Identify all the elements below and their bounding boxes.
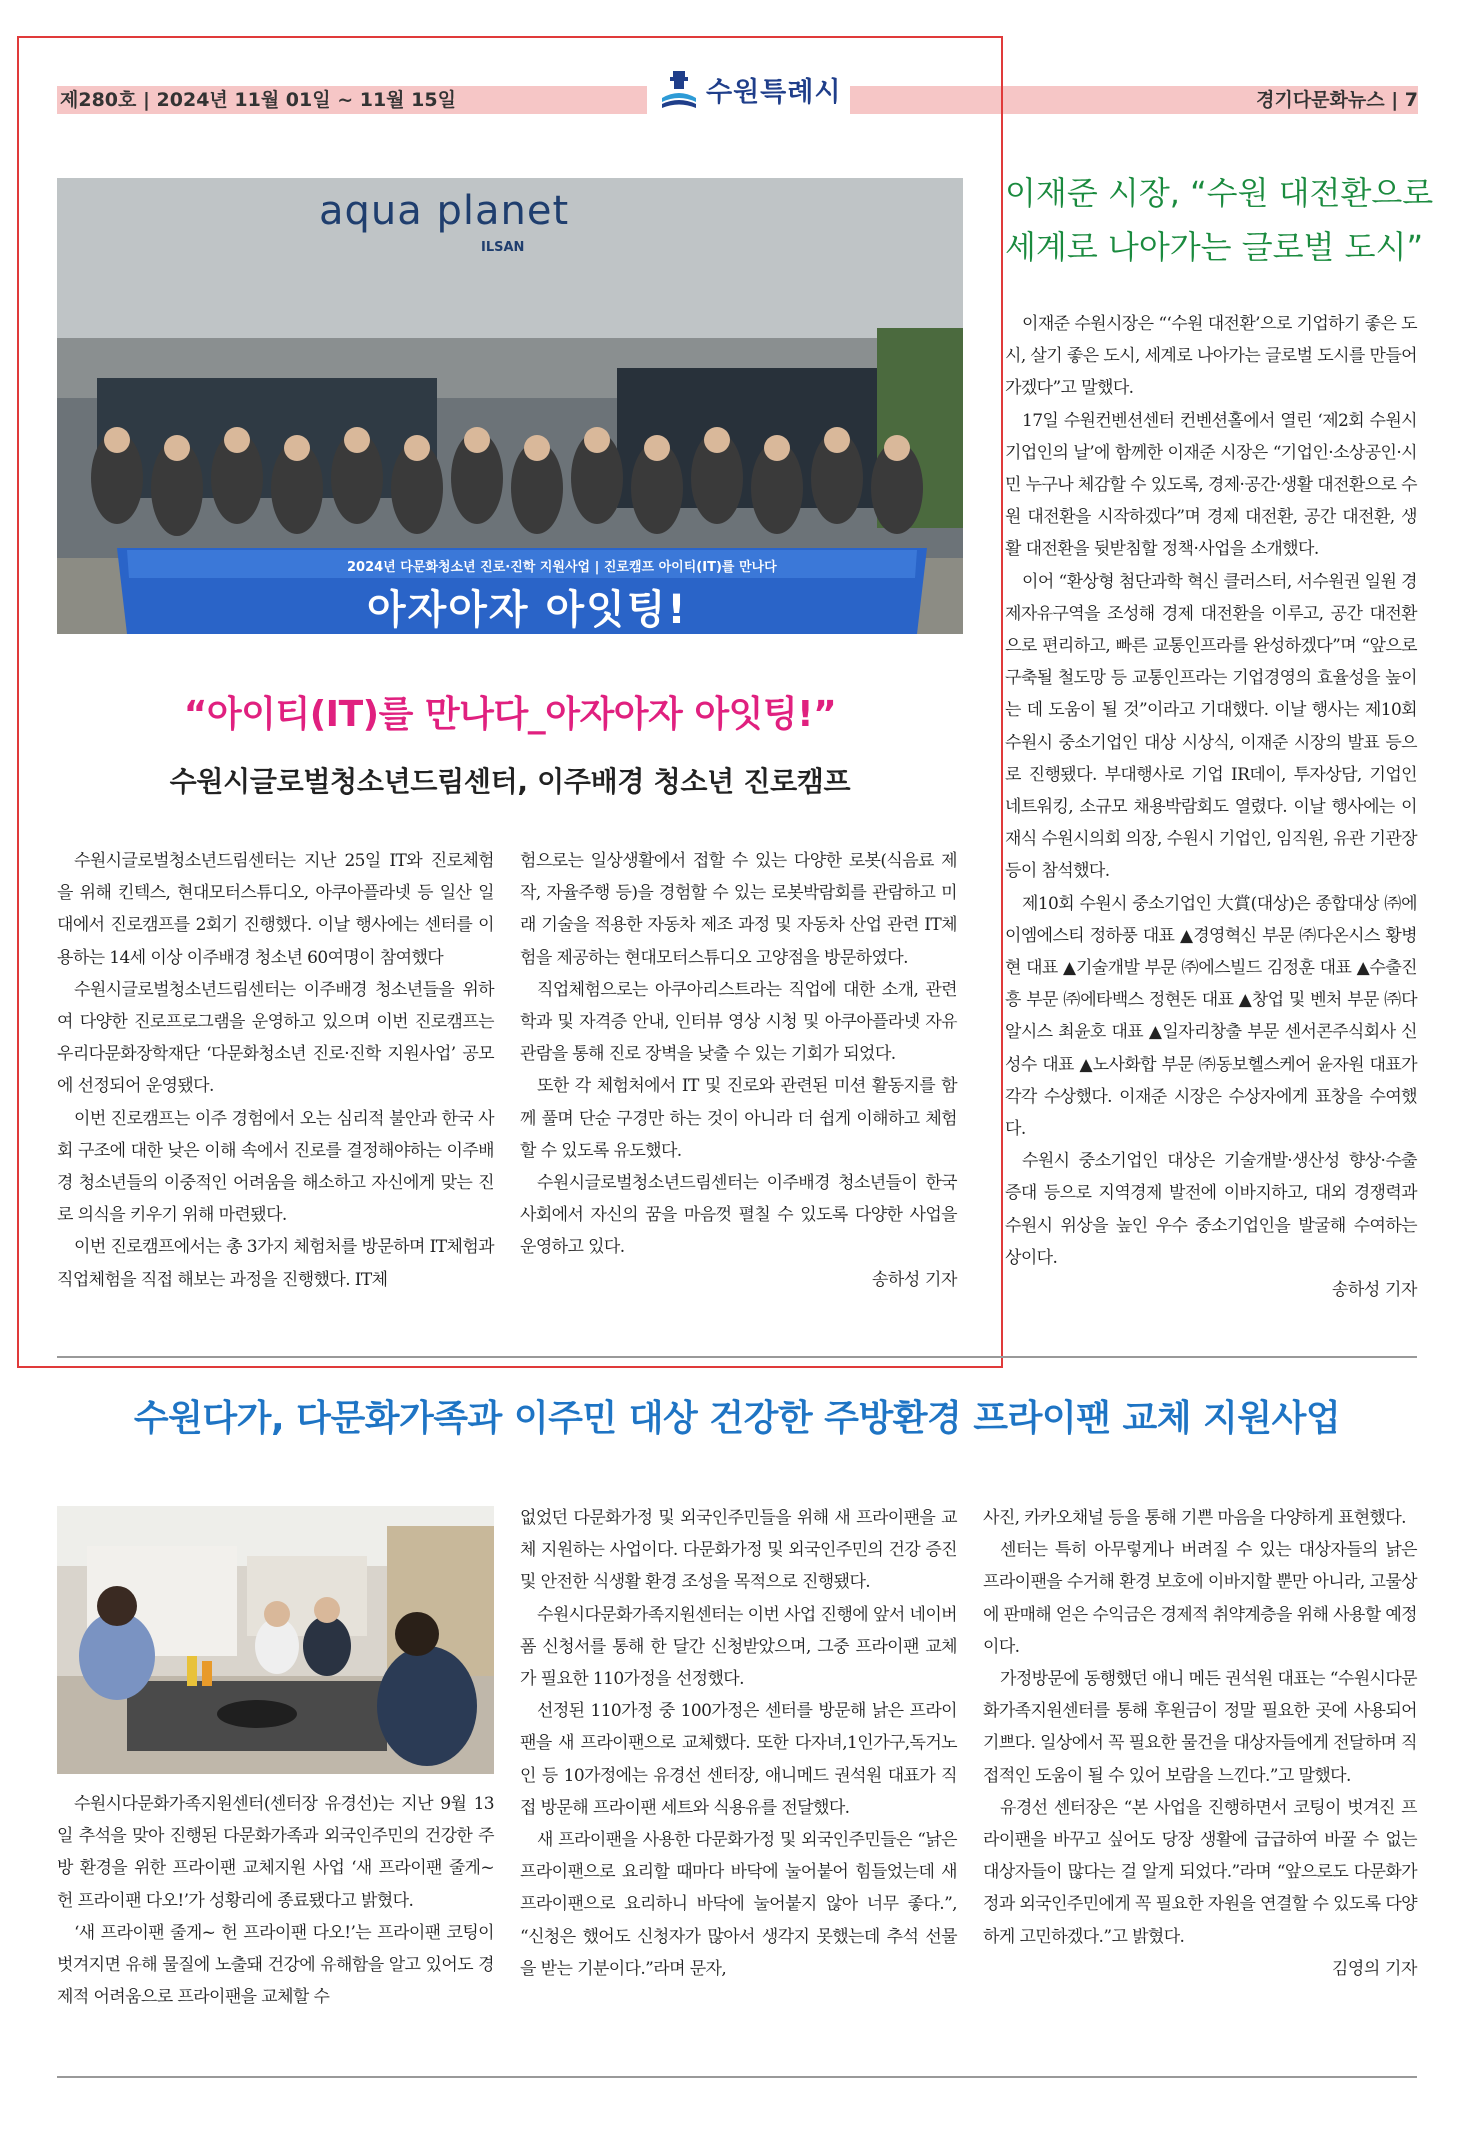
paragraph: ‘새 프라이팬 줄게~ 헌 프라이팬 다오!’는 프라이팬 코팅이 벗겨지면 유해 물질에 노출돼 건강에 유해함을 알고 있어도 경제적 어려움으로 프라이팬을 교체할 수 <box>57 1922 494 2008</box>
paragraph: 수원시글로벌청소년드림센터는 이주배경 청소년들이 한국 사회에서 자신의 꿈을 마음껏 펼칠 수 있도록 다양한 사업을 운영하고 있다. <box>520 1173 957 1258</box>
article3-col3 <box>983 1502 1417 1985</box>
kitchen-visit-photo <box>57 1506 494 1774</box>
paragraph: 수원시 중소기업인 대상은 기술개발·생산성 향상·수출 증대 등으로 지역경제 발전에 이바지하고, 대외 경쟁력과 수원시 위상을 높인 우수 중소기업인을 발굴해 수여하는 상이다. <box>1005 1151 1417 1268</box>
banner-small-text: 2024년 다문화청소년 진로·진학 지원사업 | 진로캠프 아이티(IT)를 만나다 <box>347 560 777 575</box>
paragraph: 수원시다문화가족지원센터는 이번 사업 진행에 앞서 네이버폼 신청서를 통해 한 달간 신청받았으며, 그중 프라이팬 교체가 필요한 110가정을 선정했다. <box>520 1604 957 1690</box>
footer-divider <box>57 2076 1417 2078</box>
paragraph: 이번 진로캠프는 이주 경험에서 오는 심리적 불안과 한국 사회 구조에 대한 낮은 이해 속에서 진로를 결정해야하는 이주배경 청소년들의 이중적인 어려움을 해소하고 자신에게 맞는 진로 의식을 키우기 위해 마련됐다. <box>57 1108 494 1226</box>
article3-col1 <box>57 1788 494 2013</box>
article1-title: “아이티(IT)를 만나다_아자아자 아잇팅!” <box>183 694 837 735</box>
article2-body <box>1005 308 1417 1306</box>
paragraph: 새 프라이팬을 사용한 다문화가정 및 외국인주민들은 “낡은 프라이팬으로 요리할 때마다 바닥에 눌어붙어 힘들었는데 새 프라이팬으로 요리하니 바닥에 눌어붙지 않아 너무 좋다.”, “신청은 했어도 신청자가 많아서 생각지 못했는데 추석 선물을 받는 기분이다.”라며 문자, <box>520 1830 957 1979</box>
article1-col2 <box>520 845 957 1296</box>
article2-byline: 송하성 기자 <box>1331 1280 1417 1301</box>
banner-big-text: 아자아자 아잇팅! <box>367 587 688 633</box>
paragraph: 또한 각 체험처에서 IT 및 진로와 관련된 미션 활동지를 함께 풀며 단순 구경만 하는 것이 아니라 더 쉽게 이해하고 체험할 수 있도록 유도했다. <box>520 1076 957 1161</box>
camp-group-photo <box>57 178 963 634</box>
article2-title-line2: 세계로 나아가는 글로벌 도시” <box>1005 228 1424 266</box>
article3-byline: 김영의 기자 <box>1331 1958 1417 1979</box>
paragraph: 직업체험으로는 아쿠아리스트라는 직업에 대한 소개, 관련 학과 및 자격증 안내, 인터뷰 영상 시청 및 아쿠아플라넷 자유 관람을 통해 진로 장벽을 낮출 수 있는 기회가 되었다. <box>520 979 957 1065</box>
paragraph: 험으로는 일상생활에서 접할 수 있는 다양한 로봇(식음료 제작, 자율주행 등)을 경험할 수 있는 로봇박람회를 관람하고 미래 기술을 적용한 자동차 제조 과정 및 자동차 산업 관련 IT체험을 제공하는 현대모터스튜디오 고양점을 방문하였다. <box>520 851 957 968</box>
paragraph: 17일 수원컨벤션센터 컨벤션홀에서 열린 ‘제2회 수원시 기업인의 날’에 함께한 이재준 시장은 “기업인·소상공인·시민 누구나 체감할 수 있도록, 경제·공간·생활 대전환으로 수원 대전환을 시작하겠다”며 경제 대전환, 공간 대전환, 생활 대전환을 뒷받침할 정책·사업을 소개했다. <box>1005 410 1417 560</box>
paragraph: 선정된 110가정 중 100가정은 센터를 방문해 낡은 프라이팬을 새 프라이팬으로 교체했다. 또한 다자녀,1인가구,독거노인 등 10가정에는 유경선 센터장, 애니메드 권석원 대표가 직접 방문해 프라이팬 세트와 식용유를 전달했다. <box>520 1701 957 1818</box>
photo-sign-sub: ILSAN <box>481 240 525 255</box>
paragraph: 센터는 특히 아무렇게나 버려질 수 있는 대상자들의 낡은 프라이팬을 수거해 환경 보호에 이바지할 뿐만 아니라, 고물상에 판매해 얻은 수익금은 경제적 취약계층을 위해 사용할 예정이다. <box>983 1540 1417 1657</box>
article2-title-line1: 이재준 시장, “수원 대전환으로 <box>1005 174 1434 212</box>
paragraph: 없었던 다문화가정 및 외국인주민들을 위해 새 프라이팬을 교체 지원하는 사업이다. 다문화가정 및 외국인주민의 건강 증진 및 안전한 식생활 환경 조성을 목적으로 진행됐다. <box>520 1508 957 1593</box>
paragraph: 수원시다문화가족지원센터(센터장 유경선)는 지난 9월 13일 추석을 맞아 진행된 다문화가족과 외국인주민의 건강한 주방 환경을 위한 프라이팬 교체지원 사업 ‘새 프라이팬 줄게~ 헌 프라이팬 다오!’가 성황리에 종료됐다고 밝혔다. <box>57 1794 494 1911</box>
photo-sign-main: aqua planet <box>319 188 570 234</box>
paper-page: 경기다문화뉴스 | 7 <box>1256 89 1418 111</box>
paragraph: 이어 “환상형 첨단과학 혁신 클러스터, 서수원권 일원 경제자유구역을 조성해 경제 대전환을 이루고, 공간 대전환으로 편리하고, 빠른 교통인프라를 완성하겠다”며 “앞으로 구축될 철도망 등 교통인프라는 기업경영의 효율성을 높이는 데 도움이 될 것”이라고 기대했다. 이날 행사는 제10회 수원시 중소기업인 대상 시상식, 이재준 시장의 발표 등으로 진행됐다. 부대행사로 기업 IR데이, 투자상담, 기업인 네트워킹, 소규모 채용박람회도 열렸다. 이날 행사에는 이재식 수원시의회 의장, 수원시 기업인, 임직원, 유관 기관장 등이 참석했다. <box>1005 571 1417 882</box>
paragraph: 수원시글로벌청소년드림센터는 이주배경 청소년들을 위하여 다양한 진로프로그램을 운영하고 있으며 이번 진로캠프는 우리다문화장학재단 ‘다문화청소년 진로·진학 지원사업’ 공모에 선정되어 운영됐다. <box>57 979 494 1097</box>
paragraph: 유경선 센터장은 “본 사업을 진행하면서 코팅이 벗겨진 프라이팬을 바꾸고 싶어도 당장 생활에 급급하여 바꿀 수 없는 대상자들이 많다는 걸 알게 되었다.”라며 “앞으로도 다문화가정과 외국인주민에게 꼭 필요한 자원을 연결할 수 있도록 다양하게 고민하겠다.”고 밝혔다. <box>983 1797 1417 1947</box>
paragraph: 수원시글로벌청소년드림센터는 지난 25일 IT와 진로체험을 위해 킨텍스, 현대모터스튜디오, 아쿠아플라넷 등 일산 일대에서 진로캠프를 2회기 진행했다. 이날 행사에는 센터를 이용하는 14세 이상 이주배경 청소년 60여명이 참여했다 <box>57 851 494 968</box>
article1-subtitle: 수원시글로벌청소년드림센터, 이주배경 청소년 진로캠프 <box>169 765 851 798</box>
paragraph: 이재준 수원시장은 “‘수원 대전환’으로 기업하기 좋은 도시, 살기 좋은 도시, 세계로 나아가는 글로벌 도시를 만들어 가겠다”고 말했다. <box>1005 314 1417 399</box>
paragraph: 이번 진로캠프에서는 총 3가지 체험처를 방문하며 IT체험과 직업체험을 직접 해보는 과정을 진행했다. IT체 <box>57 1237 494 1290</box>
issue-date: 제280호 | 2024년 11월 01일 ~ 11월 15일 <box>60 89 456 111</box>
article1-byline: 송하성 기자 <box>871 1269 957 1290</box>
section-divider <box>57 1356 1417 1358</box>
paragraph: 사진, 카카오채널 등을 통해 기쁜 마음을 다양하게 표현했다. <box>983 1508 1406 1528</box>
article3-title: 수원다가, 다문화가족과 이주민 대상 건강한 주방환경 프라이팬 교체 지원사업 <box>133 1398 1341 1439</box>
paragraph: 가정방문에 동행했던 애니 메든 권석원 대표는 “수원시다문화가족지원센터를 통해 후원금이 정말 필요한 곳에 사용되어 기쁘다. 일상에서 꼭 필요한 물건을 대상자들에게 전달하며 직접적인 도움이 될 수 있어 보람을 느낀다.”고 말했다. <box>983 1669 1417 1786</box>
article3-col2 <box>520 1502 957 1985</box>
logo-text: 수원특례시 <box>706 76 842 108</box>
article1-col1 <box>57 845 494 1296</box>
paragraph: 제10회 수원시 중소기업인 大賞(대상)은 종합대상 ㈜에이엠에스티 정하풍 대표 ▲경영혁신 부문 ㈜다온시스 황병현 대표 ▲기술개발 부문 ㈜에스빌드 김정훈 대표 ▲수출진흥 부문 ㈜에타백스 정현돈 대표 ▲창업 및 벤처 부문 ㈜다알시스 최윤호 대표 ▲일자리창출 부문 센서콘주식회사 신성수 대표 ▲노사화합 부문 ㈜동보헬스케어 윤자원 대표가 각각 수상했다. 이재준 시장은 수상자에게 표창을 수여했다. <box>1005 893 1417 1140</box>
